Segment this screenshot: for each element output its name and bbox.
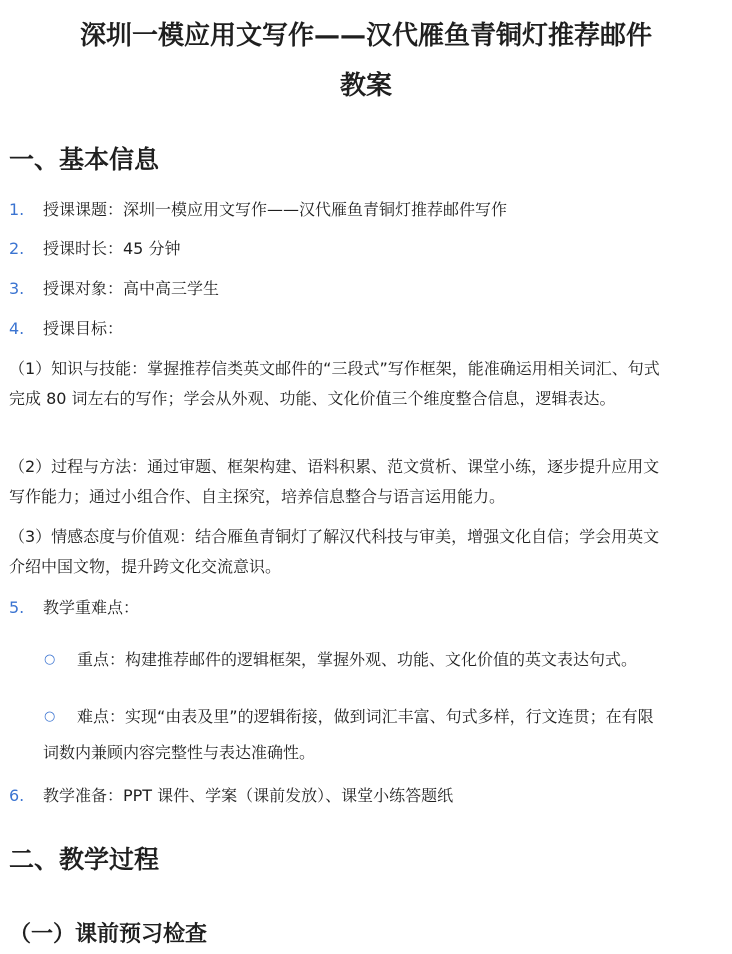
hollow-bullet-icon: ○ (44, 652, 56, 667)
list-item-text: 授课课题：深圳一模应用文写作——汉代雁鱼青铜灯推荐邮件写作 (43, 200, 508, 219)
goal-knowledge-skills: （1）知识与技能：掌握推荐信类英文邮件的“三段式”写作框架，能准确运用相关词汇、句式完成 80 词左右的写作；学会从外观、功能、文化价值三个维度整合信息，逻辑表达。 (9, 359, 660, 408)
list-number: 1. (9, 200, 25, 219)
list-number: 4. (9, 319, 25, 338)
list-item-text: 教学重难点： (43, 598, 140, 617)
list-item-text: 授课目标： (43, 319, 124, 338)
list-number: 5. (9, 598, 25, 617)
list-number: 2. (9, 239, 25, 258)
list-item-text: 授课对象：高中高三学生 (43, 279, 220, 298)
bullet-key-point (44, 642, 684, 678)
list-item-text: 授课时长：45 分钟 (43, 239, 181, 258)
bullet-text: 难点：实现“由表及里”的逻辑衔接，做到词汇丰富、句式多样，行文连贯；在有限词数内兼顾内容完整性与表达准确性。 (43, 707, 654, 762)
goal-emotion-values: （3）情感态度与价值观：结合雁鱼青铜灯了解汉代科技与审美，增强文化自信；学会用英文介绍中国文物，提升跨文化交流意识。 (9, 527, 660, 576)
list-number: 3. (9, 279, 25, 298)
document-title-line-2: 教案 (339, 71, 392, 101)
list-item-text: 教学准备：PPT 课件、学案（课前发放）、课堂小练答题纸 (43, 786, 454, 805)
list-number: 6. (9, 786, 25, 805)
bullet-difficult-point (9, 699, 669, 771)
sub-heading-preview-check: （一）课前预习检查 (9, 922, 208, 947)
bullet-text: 重点：构建推荐邮件的逻辑框架，掌握外观、功能、文化价值的英文表达句式。 (77, 650, 638, 669)
section-heading-basic-info: 一、基本信息 (9, 145, 160, 174)
document-title-line-1: 深圳一模应用文写作——汉代雁鱼青铜灯推荐邮件 (79, 21, 652, 51)
section-heading-teaching-process: 二、教学过程 (9, 845, 160, 874)
goal-process-methods: （2）过程与方法：通过审题、框架构建、语料积累、范文赏析、课堂小练，逐步提升应用文写作能力；通过小组合作、自主探究，培养信息整合与语言运用能力。 (9, 457, 660, 506)
hollow-bullet-icon: ○ (44, 709, 56, 724)
